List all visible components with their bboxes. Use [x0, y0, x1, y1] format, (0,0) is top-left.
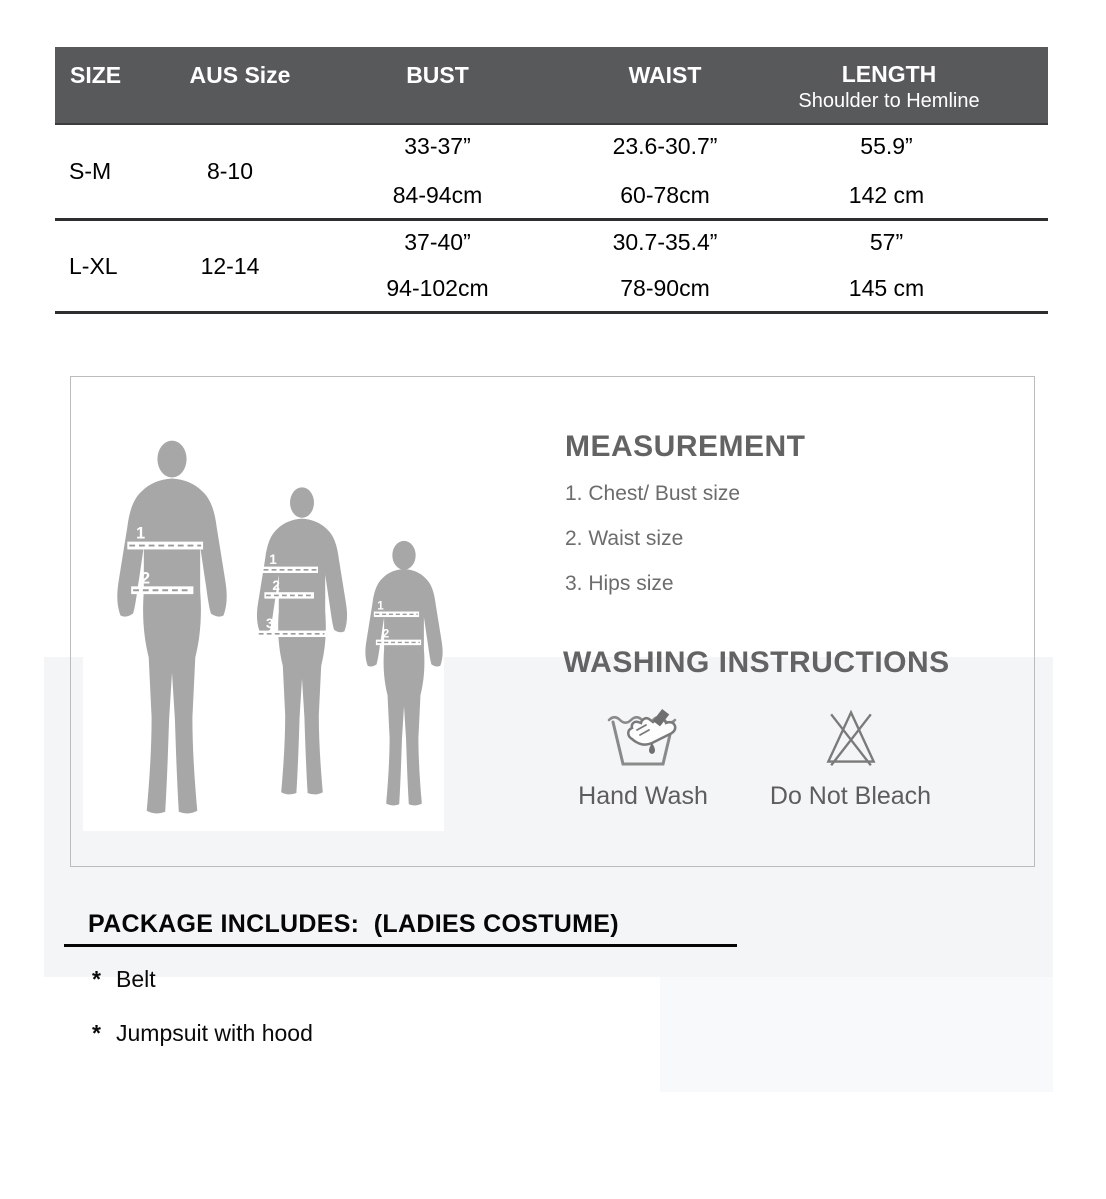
washing-instructions-title: WASHING INSTRUCTIONS	[563, 646, 950, 679]
measurement-title: MEASUREMENT	[565, 430, 806, 463]
size-value: S-M	[69, 158, 112, 184]
table-row	[55, 125, 1048, 221]
column-header-size: SIZE	[70, 62, 122, 88]
do-not-bleach-label: Do Not Bleach	[769, 782, 932, 810]
bullet-asterisk: *	[92, 1020, 101, 1046]
column-header-length-label: LENGTH	[841, 61, 937, 87]
waist-cm: 78-90cm	[620, 275, 710, 301]
column-header-waist: WAIST	[628, 62, 702, 88]
band-number: 2	[140, 569, 151, 588]
hand-wash-item	[568, 703, 718, 811]
column-header-bust: BUST	[406, 62, 469, 88]
band-number: 1	[269, 552, 277, 568]
list-item: 1. Chest/ Bust size	[565, 482, 741, 505]
waist-inches: 23.6-30.7”	[612, 133, 718, 159]
band-number: 2	[272, 577, 280, 593]
child-silhouette	[356, 522, 452, 830]
length-cm: 142 cm	[848, 182, 925, 208]
length-cm: 145 cm	[848, 275, 925, 301]
head	[392, 541, 415, 570]
head	[290, 487, 314, 517]
list-item: 3. Hips size	[565, 572, 674, 595]
band-number: 1	[377, 599, 384, 613]
package-item	[92, 1020, 313, 1047]
bust-cm: 94-102cm	[386, 275, 489, 301]
length-inches: 55.9”	[860, 133, 913, 159]
length-cell	[775, 221, 1048, 311]
table-row	[55, 221, 1048, 314]
package-item-label: Belt	[116, 966, 156, 992]
do-not-bleach-icon	[819, 703, 883, 771]
hand-wash-label: Hand Wash	[578, 782, 708, 810]
size-chart-table	[55, 47, 1048, 314]
title-underline	[64, 944, 737, 947]
table-header-row	[55, 47, 1048, 125]
do-not-bleach-item	[758, 703, 943, 811]
bust-cell	[320, 125, 555, 218]
waist-cm: 60-78cm	[620, 182, 710, 208]
waist-cell	[555, 125, 775, 218]
package-includes-title: PACKAGE INCLUDES: (LADIES COSTUME)	[88, 910, 619, 938]
size-value: L-XL	[69, 252, 118, 279]
column-header-length	[775, 47, 1048, 123]
bust-cell	[320, 221, 555, 311]
hand-wash-icon	[606, 703, 680, 771]
female-silhouette	[246, 458, 358, 832]
measurement-section	[565, 430, 806, 617]
band-number: 3	[266, 616, 274, 632]
aus-size-value: 12-14	[200, 252, 260, 279]
bullet-asterisk: *	[92, 966, 101, 992]
aus-size-value: 8-10	[206, 158, 254, 184]
band-number: 1	[136, 524, 146, 543]
male-silhouette	[104, 434, 240, 830]
package-item-label: Jumpsuit with hood	[116, 1020, 313, 1046]
column-header-aus-size: AUS Size	[189, 62, 291, 88]
body	[117, 479, 226, 814]
list-item: 2. Waist size	[565, 527, 684, 550]
waist-inches: 30.7-35.4”	[612, 229, 718, 255]
shaded-rect	[660, 977, 1053, 1092]
head	[157, 441, 186, 478]
measurement-list	[565, 482, 806, 596]
length-subtitle: Shoulder to Hemline	[798, 90, 980, 112]
bust-inches: 37-40”	[404, 229, 471, 255]
waist-cell	[555, 221, 775, 311]
bust-inches: 33-37”	[404, 133, 471, 159]
length-inches: 57”	[869, 229, 904, 255]
package-item	[92, 966, 156, 993]
band-number: 2	[382, 627, 390, 641]
length-cell	[775, 125, 1048, 218]
bust-cm: 84-94cm	[392, 182, 483, 208]
